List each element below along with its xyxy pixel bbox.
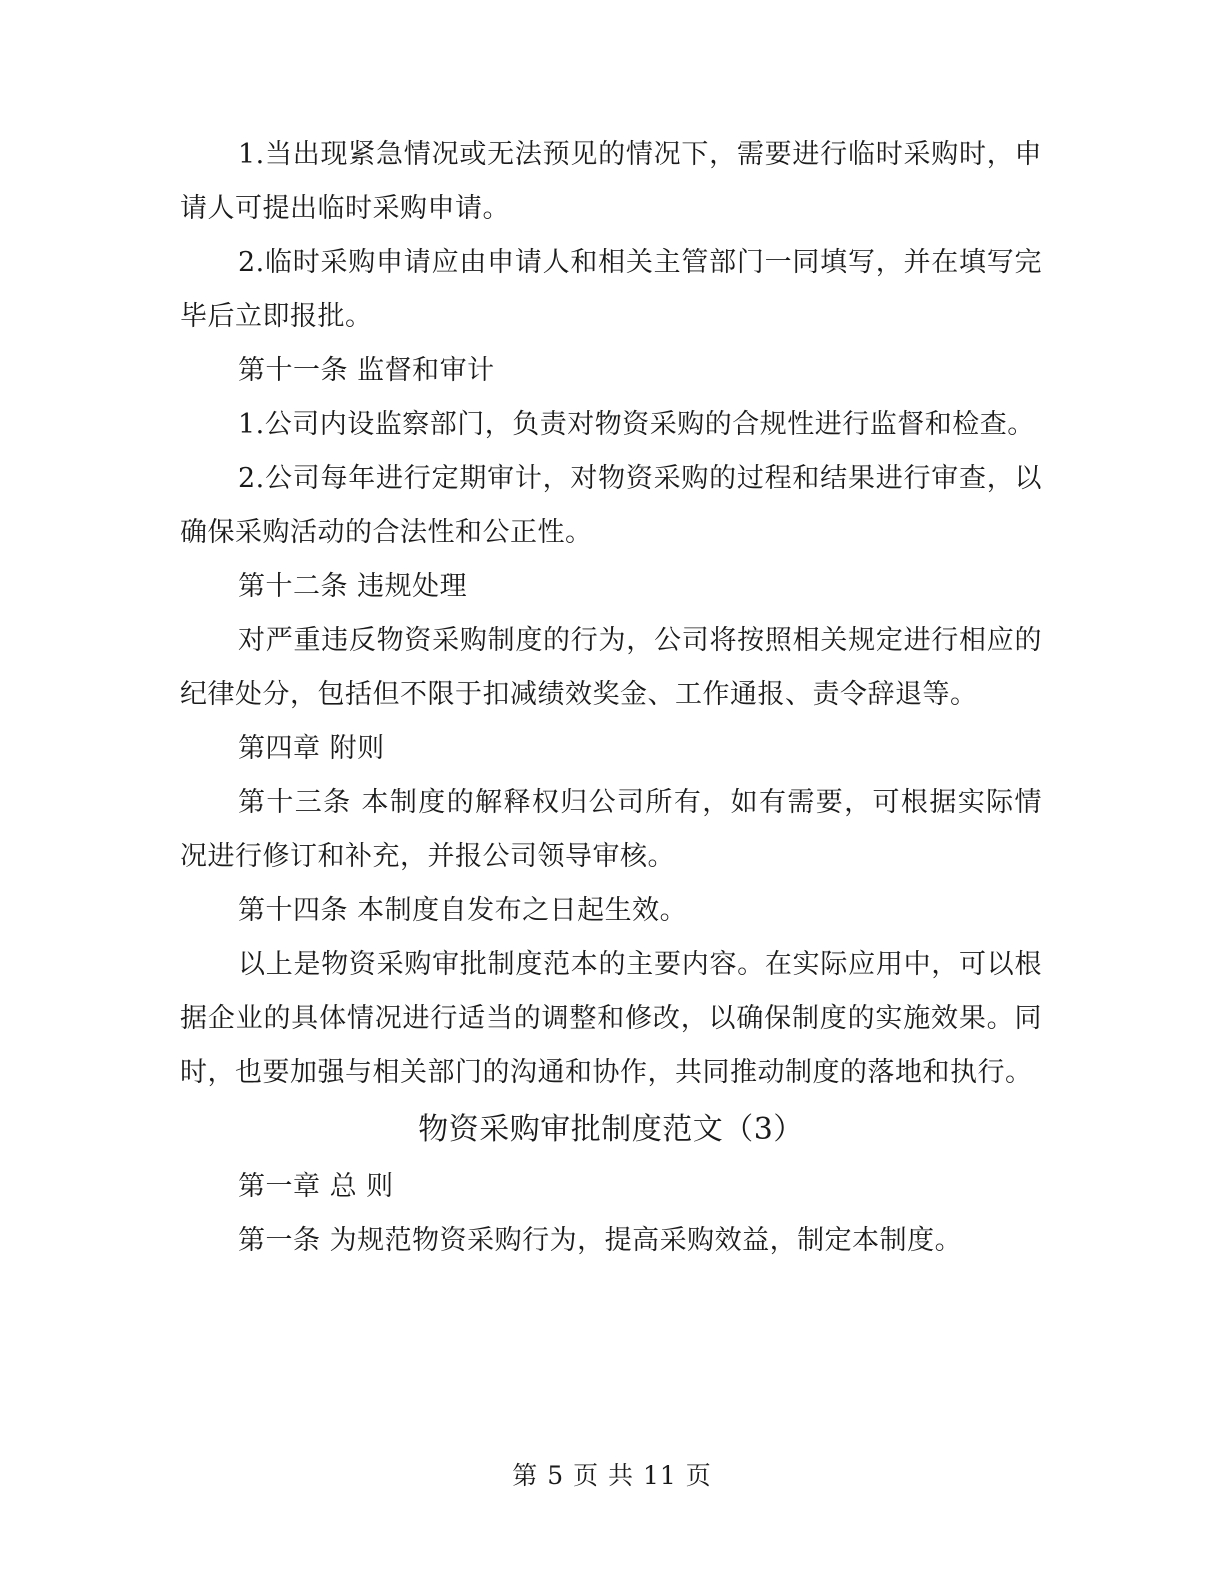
chapter-4-heading: 第四章 附则 [238, 733, 385, 764]
document-body [180, 128, 1042, 1268]
paragraph-supervision-1: 1.公司内设监察部门，负责对物资采购的合规性进行监督和检查。 [238, 409, 1035, 440]
paragraph-temp-purchase-1: 1.当出现紧急情况或无法预见的情况下，需要进行临时采购时，申请人可提出临时采购申请。 [180, 139, 1042, 224]
paragraph-article-14: 第十四条 本制度自发布之日起生效。 [238, 895, 688, 926]
article-12-heading: 第十二条 违规处理 [238, 571, 468, 602]
paragraph-article-1: 第一条 为规范物资采购行为，提高采购效益，制定本制度。 [238, 1225, 963, 1256]
paragraph-temp-purchase-2: 2.临时采购申请应由申请人和相关主管部门一同填写，并在填写完毕后立即报批。 [180, 247, 1042, 332]
paragraph-summary: 以上是物资采购审批制度范本的主要内容。在实际应用中，可以根据企业的具体情况进行适当的调整和修改，以确保制度的实施效果。同时，也要加强与相关部门的沟通和协作，共同推动制度的落地和执行。 [180, 949, 1042, 1088]
chapter-1-heading: 第一章 总 则 [238, 1171, 394, 1202]
page-footer: 第 5 页 共 11 页 [512, 1461, 712, 1490]
paragraph-violation: 对严重违反物资采购制度的行为，公司将按照相关规定进行相应的纪律处分，包括但不限于扣减绩效奖金、工作通报、责令辞退等。 [180, 625, 1042, 710]
paragraph-supervision-2: 2.公司每年进行定期审计，对物资采购的过程和结果进行审查，以确保采购活动的合法性和公正性。 [180, 463, 1042, 548]
article-11-heading: 第十一条 监督和审计 [238, 355, 495, 386]
paragraph-article-13: 第十三条 本制度的解释权归公司所有，如有需要，可根据实际情况进行修订和补充，并报公司领导审核。 [180, 787, 1042, 872]
section-title: 物资采购审批制度范文（3） [418, 1112, 804, 1147]
